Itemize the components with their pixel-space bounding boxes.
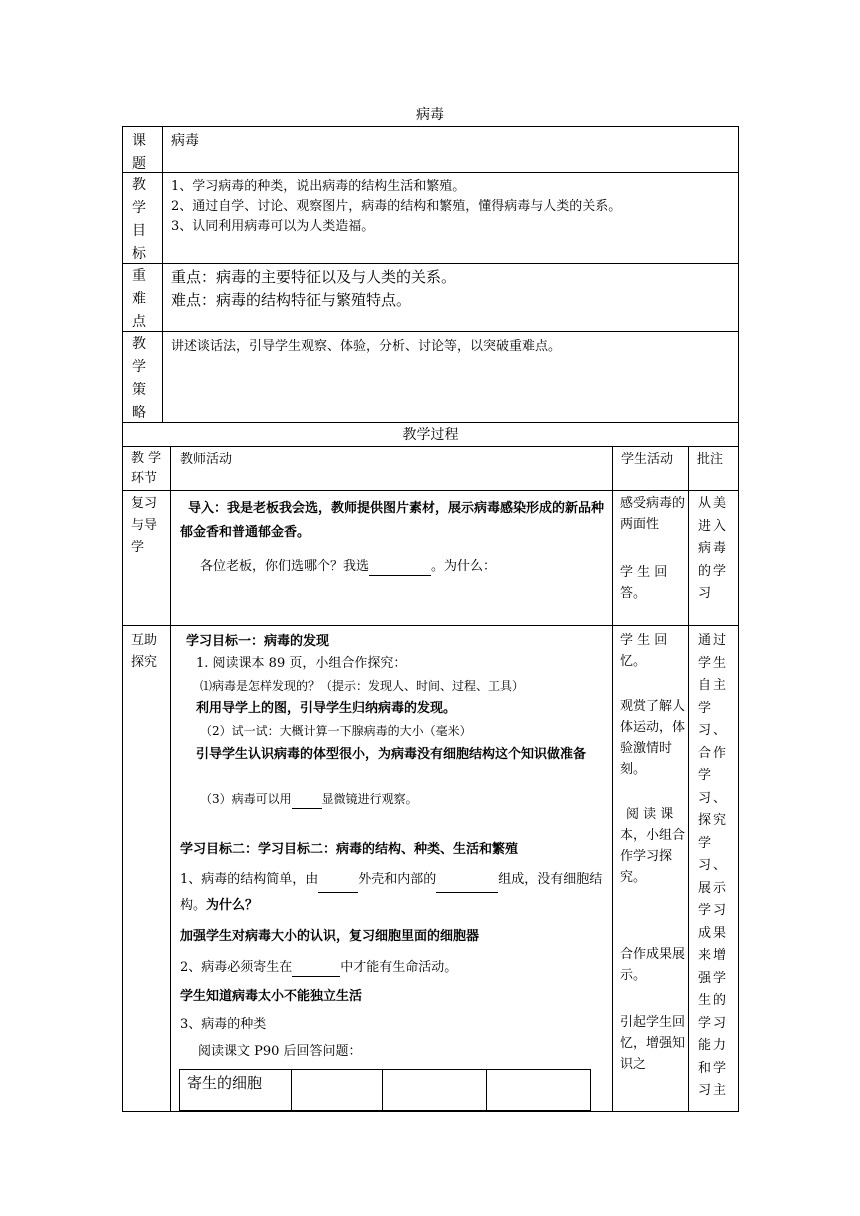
strategy-text: 讲述谈话法，引导学生观察、体验，分析、讨论等，以突破重难点。 — [171, 339, 562, 354]
key-point: 重点：病毒的主要特征以及与人类的关系。 — [171, 268, 457, 286]
guide-1: 利用导学上的图，引导学生归纳病毒的发现。 — [196, 701, 457, 716]
header-stage: 教 学环节 — [131, 451, 162, 486]
goal-one-title: 学习目标一：病毒的发现 — [186, 634, 330, 649]
section1-intro: 导入：我是老板我会选，教师提供图片素材，展示病毒感染形成的新品种郁金香和普通郁金香。 — [180, 501, 605, 540]
section2-label: 互助探究 — [131, 633, 158, 670]
goal-two-title: 学习目标二：学习目标二：病毒的结构、种类、生活和繁殖 — [180, 842, 519, 857]
question-1: ⑴病毒是怎样发现的？（提示：发现人、时间、过程、工具） — [200, 679, 525, 693]
structure-question: 1、病毒的结构简单，由 外壳和内部的 组成，没有细胞结构。为什么？ — [180, 872, 603, 913]
host-blank[interactable] — [292, 962, 340, 977]
section2-note: 通过学生自主学习、合作学习、探究学习、展示学习成果来增强学生的学习能力和学习主 — [698, 633, 729, 1098]
label-goals: 教学目标 — [132, 177, 146, 262]
parasite-question: 2、病毒必须寄生在 中才能有生命活动。 — [180, 960, 458, 975]
goal-line-1: 1、学习病毒的种类，说出病毒的结构生活和繁殖。 — [171, 179, 466, 194]
virus-types: 3、病毒的种类 — [180, 1017, 267, 1032]
header-note: 批注 — [697, 452, 724, 467]
answer-blank[interactable] — [369, 561, 431, 576]
guide-4: 学生知道病毒太小不能独立生活 — [180, 989, 363, 1004]
section2-student-1: 学 生 回忆。 — [620, 633, 668, 669]
read-instruction: 阅读课文 P90 后回答问题： — [198, 1044, 362, 1059]
section1-label: 复习与导学 — [131, 496, 158, 555]
question-2: （2）试一试：大概计算一下腺病毒的大小（毫米） — [200, 724, 472, 738]
label-topic: 课题 — [132, 133, 146, 172]
section1-note: 从美进入病毒的学习 — [698, 496, 729, 601]
difficult-point: 难点：病毒的结构特征与繁殖特点。 — [171, 291, 412, 309]
shell-blank[interactable] — [318, 878, 358, 893]
step-one: 1. 阅读课本 89 页，小组合作探究： — [196, 656, 407, 671]
core-blank[interactable] — [436, 878, 498, 893]
question-3: （3）病毒可以用 显微镜进行观察。 — [200, 790, 418, 809]
process-title: 教学过程 — [402, 427, 459, 443]
section2-student-2: 观赏了解人体运动，体验激情时刻。 — [620, 699, 686, 777]
guide-3: 加强学生对病毒大小的认识，复习细胞里面的细胞器 — [180, 929, 480, 944]
section2-student-3: 阅 读 课本，小组合作学习探究。 — [620, 807, 686, 885]
goal-line-3: 3、认同利用病毒可以为人类造福。 — [171, 219, 375, 234]
header-teacher: 教师活动 — [180, 452, 233, 467]
goal-line-2: 2、通过自学、讨论、观察图片，病毒的结构和繁殖，懂得病毒与人类的关系。 — [171, 199, 622, 214]
section1-question: 各位老板，你们选哪个？我选 。为什么： — [200, 559, 497, 574]
host-cell-header: 寄生的细胞 — [187, 1074, 263, 1092]
header-student: 学生活动 — [621, 452, 674, 467]
section2-student-4: 合作成果展示。 — [620, 947, 686, 983]
guide-2: 引导学生认识病毒的体型很小，为病毒没有细胞结构这个知识做准备 — [196, 747, 587, 762]
document-title: 病毒 — [416, 107, 444, 123]
topic-value: 病毒 — [171, 133, 199, 149]
microscope-blank[interactable] — [292, 794, 322, 809]
section1-student-2: 学 生 回答。 — [620, 565, 668, 601]
label-strategy: 教学策略 — [132, 336, 146, 421]
section2-student-5: 引起学生回忆，增强知识之 — [620, 1015, 686, 1072]
section1-student-1: 感受病毒的两面性 — [620, 496, 686, 532]
label-key-points: 重难点 — [132, 268, 146, 330]
